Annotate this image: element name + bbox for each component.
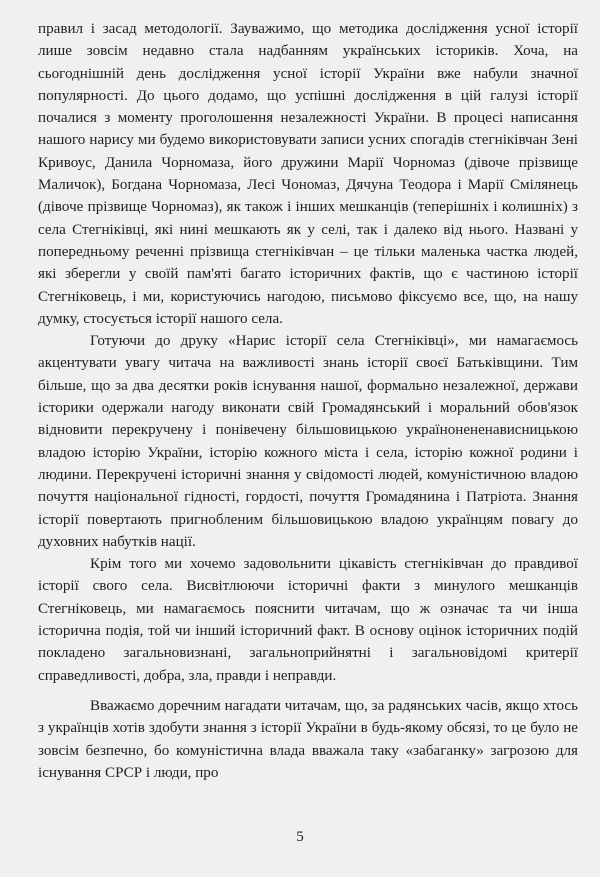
- page-number: 5: [296, 829, 304, 845]
- paragraph-soviet-times: Вважаємо доречним нагадати читачам, що, за радянських часів, якщо хтось з українців хотів здобути знання з історії України в будь-якому обсязі, то це було не зовсім безпечно, бо комуністична влада вважала таку «забаганку» загрозою для існування СРСР і люди, про: [38, 697, 578, 781]
- paragraph-methodology: правил і засад методології. Зауважимо, що методика дослідження усної історії лише зовсім недавно стала надбанням українських істориків. Хоча, на сьогоднішній день дослідження усної історії України вже набули значної популярності. До цього додамо, що успішні дослідження в цій галузі історії почалися з моменту проголошення незалежності України. В процесі написання нашого нарису ми будемо використовувати записи усних спогадів стегніківчан Зені Кривоус, Данила Чорномаза, його дружини Марії Чорномаз (дівоче прізвище Маличок), Богдана Чорномаза, Лесі Чономаз, Дячуна Теодора і Марії Смілянець (дівоче прізвище Чорномаз), як також і інших мешканців (теперішніх і колишніх) з села Стегніківці, які нині мешкають як у селі, так і далеко від нього. Названі у попередньому реченні прізвища стегніківчан – це тільки маленька частка людей, які зберегли у своїй пам'яті багато історичних фактів, що є частиною історії Стегніковець, і ми, користуючись нагодою, письмово фіксуємо все, що, на нашу думку, стосується історії нашого села.: [38, 21, 578, 327]
- paragraph-curiosity: Крім того ми хочемо задовольнити цікавість стегніківчан до правдивої історії свого села. Висвітлюючи історичні факти з минулого мешканців Стегніковець, ми намагаємось пояснити читачам, що ж означає та чи інша історична подія, той чи інший історичний факт. В основу оцінок історичних подій покладено загальновизнані, загальноприйнятні і загальновідомі критерії справедливості, добра, зла, правди і неправди.: [38, 556, 578, 684]
- paragraph-preparing-print: Готуючи до друку «Нарис історії села Стегніківці», ми намагаємось акцентувати увагу читача на важливості знань історії своєї Батьківщини. Тим більше, що за два десятки років існування нашої, формально незалежної, держави історики одержали нагоду виконати свій Громадянський і моральний обов'язок відновити перекручену і понівечену більшовицькою українонененависницькою владою історію України, історію кожного міста і села, історію кожної родини і людини. Перекручені історичні знання у свідомості людей, комуністичною владою почуття національної гідності, гордості, почуття Громадянина і Патріота. Знання історії повертають пригнобленим більшовицькою владою українцям повагу до духовних набутків нації.: [38, 333, 578, 550]
